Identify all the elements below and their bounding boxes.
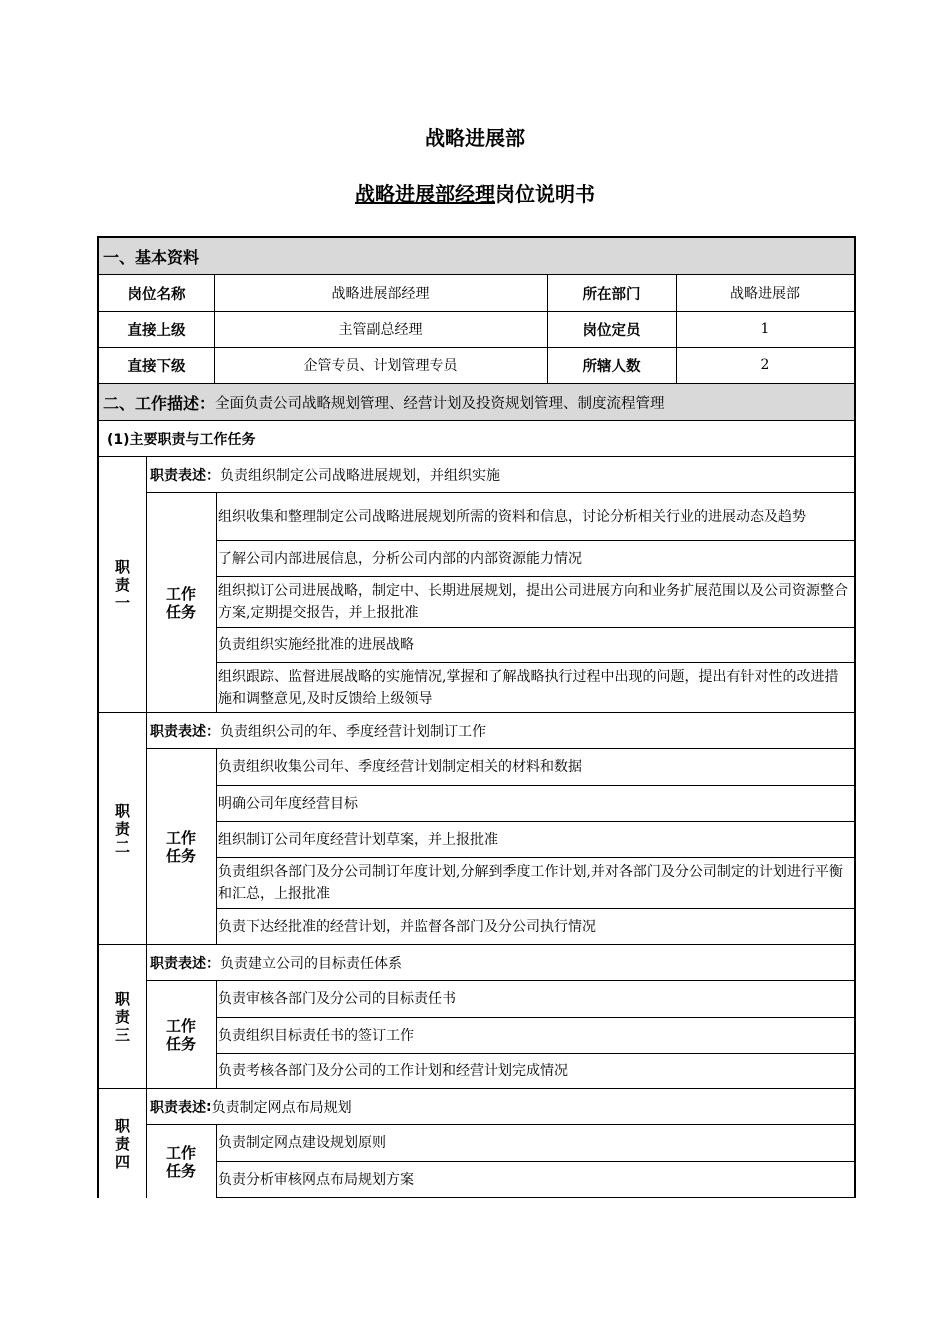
duty-3-name: 职责三 [114, 989, 130, 1044]
value-direct-subordinate: 企管专员、计划管理专员 [303, 358, 458, 374]
duty-4-task-1: 负责制定网点建设规划原则 [218, 1135, 386, 1151]
job-description-table [97, 236, 856, 1198]
duty-1-statement-label: 职责表述 [150, 467, 206, 484]
job-title-underlined: 战略进展部经理 [355, 182, 495, 206]
duty-3-task-label [146, 981, 216, 1088]
duty-4-name: 职责四 [114, 1116, 130, 1171]
duty-1-task-1: 组织收集和整理制定公司战略进展规划所需的资料和信息，讨论分析相关行业的进展动态及趋势 [218, 508, 806, 525]
value-department: 战略进展部 [730, 286, 800, 302]
main-duties-subheading: (1)主要职责与工作任务 [107, 431, 256, 448]
job-title-rest: 岗位说明书 [495, 182, 595, 206]
label-subordinate-count: 所辖人数 [582, 358, 641, 375]
label-direct-superior: 直接上级 [127, 322, 186, 339]
duty-1-task-2: 了解公司内部进展信息，分析公司内部的内部资源能力情况 [218, 550, 582, 567]
duty-1-task-label [146, 493, 216, 712]
duty-3-task-2: 负责组织目标责任书的签订工作 [218, 1027, 414, 1044]
duty-4-task-2: 负责分析审核网点布局规划方案 [218, 1171, 414, 1188]
duty-2-task-4: 负责组织各部门及分公司制订年度计划,分解到季度工作计划,并对各部门及分公司制定的计划进行平衡和汇总，上报批准 [218, 864, 843, 902]
duty-4-statement-label: 职责表述 [150, 1099, 206, 1116]
value-headcount: 1 [760, 321, 770, 337]
duty-2-task-label [146, 749, 216, 944]
duty-1-label [99, 457, 146, 712]
duty-4-task-label-text: 工作任务 [165, 1143, 196, 1180]
duty-3-task-3: 负责考核各部门及分公司的工作计划和经营计划完成情况 [218, 1063, 568, 1079]
department-title: 战略进展部 [425, 126, 525, 150]
duty-4-label [99, 1089, 146, 1198]
duty-4-statement [146, 1089, 854, 1124]
value-direct-superior: 主管副总经理 [338, 322, 423, 338]
duty-3-statement [146, 945, 854, 980]
section-work-description-header [99, 384, 854, 420]
duty-2-task-2: 明确公司年度经营目标 [218, 795, 358, 812]
duty-1-task-3: 组织拟订公司进展战略，制定中、长期进展规划，提出公司进展方向和业务扩展范围以及公司资源整合方案,定期提交报告，并上报批准 [218, 583, 848, 621]
duty-3-statement-text: 负责建立公司的目标责任体系 [220, 955, 402, 972]
value-subordinate-count: 2 [760, 357, 770, 373]
duty-1-task-5: 组织跟踪、监督进展战略的实施情况,掌握和了解战略执行过程中出现的问题，提出有针对性的改进措施和调整意见,及时反馈给上级领导 [218, 668, 839, 707]
document-title [0, 178, 950, 207]
duty-2-statement [146, 713, 854, 748]
label-direct-subordinate: 直接下级 [127, 358, 186, 375]
duty-4-statement-sep: : [206, 1098, 212, 1115]
section-work-description-title: 二、工作描述： [103, 393, 216, 413]
duty-4-statement-text: 负责制定网点布局规划 [211, 1099, 352, 1116]
duty-1-task-label-text: 工作任务 [165, 584, 196, 621]
label-department: 所在部门 [582, 286, 641, 303]
section-basic-info-header [99, 238, 854, 275]
duty-2-statement-label: 职责表述 [150, 723, 206, 740]
duty-1-statement [146, 457, 854, 492]
label-headcount: 岗位定员 [582, 322, 641, 339]
duty-2-task-label-text: 工作任务 [165, 828, 196, 865]
duty-2-task-1: 负责组织收集公司年、季度经营计划制定相关的材料和数据 [218, 759, 582, 775]
duty-1-statement-text: 负责组织制定公司战略进展规划，并组织实施 [220, 467, 500, 484]
duty-1-statement-sep: ： [206, 467, 220, 484]
duty-2-label [99, 713, 146, 944]
value-job-name: 战略进展部经理 [331, 286, 430, 302]
duty-3-statement-label: 职责表述 [150, 955, 206, 972]
duty-1-task-4: 负责组织实施经批准的进展战略 [218, 637, 414, 653]
duty-3-label [99, 945, 146, 1088]
duty-2-task-3: 组织制订公司年度经营计划草案，并上报批准 [218, 831, 498, 848]
duty-1-name: 职责一 [114, 557, 130, 612]
duty-2-statement-sep: ： [206, 723, 220, 740]
work-description-text: 全面负责公司战略规划管理、经营计划及投资规划管理、制度流程管理 [215, 395, 665, 412]
duty-2-name: 职责二 [114, 801, 130, 856]
duty-3-task-label-text: 工作任务 [165, 1016, 196, 1053]
label-job-name: 岗位名称 [127, 286, 186, 303]
duty-2-task-5: 负责下达经批准的经营计划，并监督各部门及分公司执行情况 [218, 918, 596, 935]
duty-2-statement-text: 负责组织公司的年、季度经营计划制订工作 [220, 723, 486, 740]
duty-3-task-1: 负责审核各部门及分公司的目标责任书 [218, 991, 456, 1007]
duty-4-task-label [146, 1125, 216, 1198]
section-basic-info-title: 一、基本资料 [103, 248, 200, 267]
duty-3-statement-sep: ： [206, 955, 220, 972]
